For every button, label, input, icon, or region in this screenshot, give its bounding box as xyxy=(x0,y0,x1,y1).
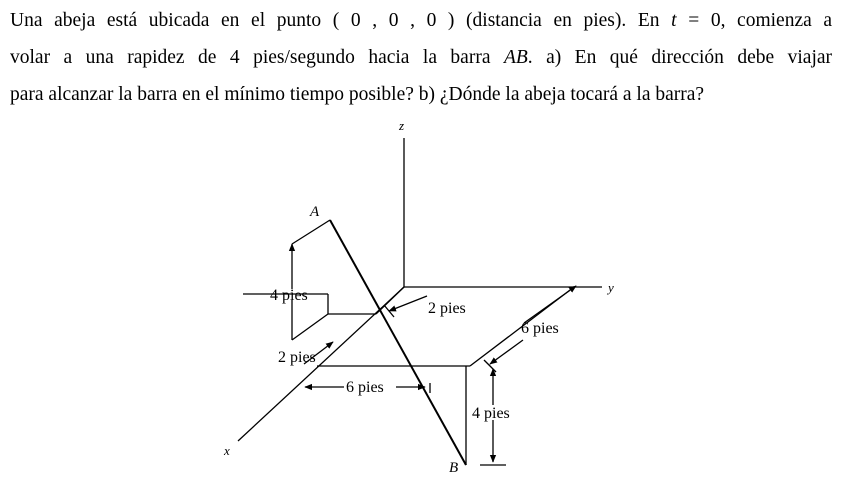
dim-2-pies-left: 2 pies xyxy=(278,349,316,366)
bar-ab xyxy=(330,220,466,465)
dim-4-pies-left: 4 pies xyxy=(270,287,308,304)
dim-6-pies-right: 6 pies xyxy=(521,320,559,337)
dim-2pies-center-arrow xyxy=(389,296,427,311)
dim-6pies-right-lower xyxy=(490,340,523,364)
point-a-label: A xyxy=(310,204,320,220)
point-b-label: B xyxy=(449,460,459,476)
dim-2-pies-center: 2 pies xyxy=(428,300,466,317)
dim-6pies-right-tick xyxy=(484,360,496,372)
problem-line-2: volar a una rapidez de 4 pies/segundo hacia la barra AB. a) En qué dirección debe viajar xyxy=(10,47,833,68)
axis-z-label: z xyxy=(399,118,405,133)
axis-x-label: x xyxy=(224,443,230,458)
dim-6pies-right-upper xyxy=(524,286,576,323)
problem-line-3: para alcanzar la barra en el mínimo tiempo posible? b) ¿Dónde la abeja tocará a la barra? xyxy=(10,84,705,105)
dim-4-pies-right: 4 pies xyxy=(472,405,510,422)
dim-left-guide-a xyxy=(292,220,330,244)
dim-left-2pies-line xyxy=(292,314,328,340)
axis-y-label: y xyxy=(608,280,614,295)
problem-line-1: Una abeja está ubicada en el punto ( 0 , 0 , 0 ) (distancia en pies). En t = 0, comienza a xyxy=(10,10,833,31)
dim-2pies-center-tick xyxy=(384,305,394,317)
dim-6-pies-bottom: 6 pies xyxy=(346,379,384,396)
